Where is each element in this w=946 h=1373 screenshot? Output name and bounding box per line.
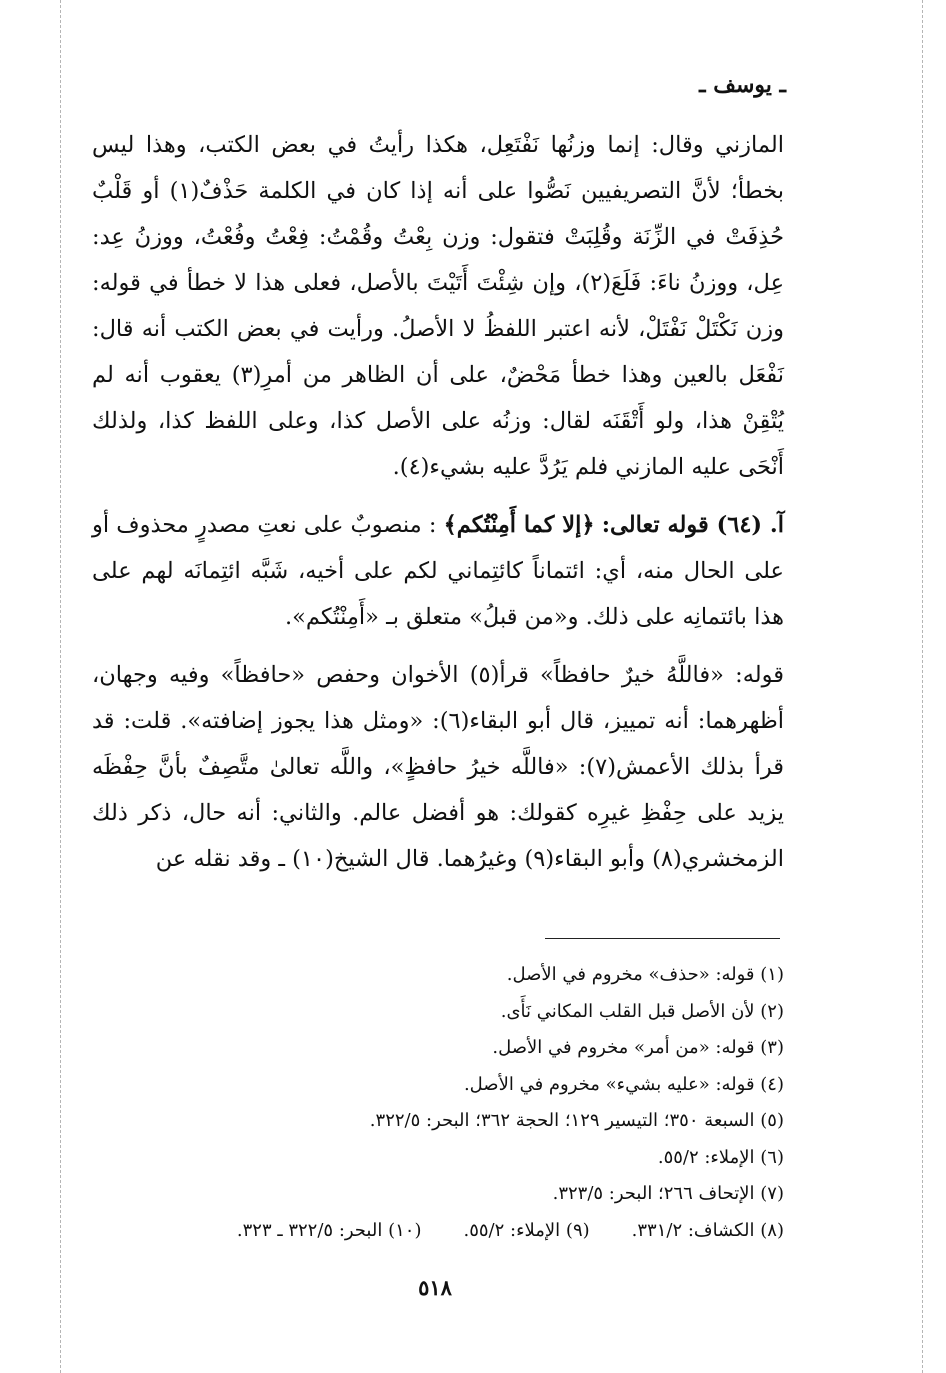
paragraph-1 — [92, 122, 784, 490]
footnote: (١٠) البحر: ٣٢٢/٥ ـ ٣٢٣. — [236, 1219, 422, 1241]
page-number: ٥١٨ — [418, 1275, 452, 1300]
footnote: (٧) الإتحاف ٢٦٦؛ البحر: ٣٢٣/٥. — [552, 1183, 784, 1204]
footnote: (٦) الإملاء: ٥٥/٢. — [657, 1146, 784, 1168]
footnote: (٣) قوله: «من أمر» مخروم في الأصل. — [492, 1037, 784, 1058]
footnotes — [200, 957, 784, 1249]
paragraph-text: المازني وقال: إنما وزنُها نَفْتَعِل، هكذا رأيتُ في بعض الكتب، وهذا ليس بخطأ؛ لأنَّ التصريفيين نَصُّوا على أنه إذا كان في الكلمة حَذْفٌ(١) أو قَلْبٌ حُذِفَتْ في الزِّنَة وقُلِبَتْ فتقول: وزن بِعْتُ وقُمْتُ: فِعْتُ وفُعْتُ، ووزنُ عِد: عِل، ووزنُ ناءَ: فَلَعَ(٢)، وإن شِئْتَ أَتَيْتَ بالأصل، فعلى هذا لا خطأ في قوله: وزن نَكْتَلْ نَفْتَلْ، لأنه اعتبر اللفظُ لا الأصلُ. ورأيت في بعض الكتب أنه قال: نَفْعَل بالعين وهذا خطأ مَحْضٌ، على أن الظاهر من أمرِ(٣) يعقوب أنه لم يُتْقِنْ هذا، ولو أَتْقَنَه لقال: وزنُه على الأصل كذا، وعلى اللفظ كذا، ولذلك أَنْحَى عليه المازني فلم يَرُدَّ عليه بشيء(٤). — [92, 132, 784, 480]
paragraph-text: : منصوبٌ على نعتِ مصدرٍ محذوف أو على الحال منه، أي: ائتماناً كائتِماني لكم على أخيه، شَبَّه ائتِمانَه لهم على هذا بائتمانِه على ذلك. و«من قبلُ» متعلق بـ «أَمِنْتُكم». — [92, 512, 784, 630]
scan-margin-line-left — [60, 0, 61, 1373]
footnote: (٨) الكشاف: ٣٣١/٢. — [631, 1219, 784, 1241]
footnote-row — [200, 1213, 784, 1250]
running-header: ـ يوسف ـ — [699, 72, 786, 98]
quran-verse: ﴿إلا كما أَمِنْتُكم﴾ — [443, 512, 595, 538]
footnote: (١) قوله: «حذف» مخروم في الأصل. — [506, 964, 784, 985]
paragraph-3 — [92, 652, 784, 882]
verse-prefix: آ. (٦٤) قوله تعالى: — [601, 512, 784, 538]
paragraph-2 — [92, 502, 784, 640]
main-text — [92, 122, 784, 882]
footnote-separator — [545, 938, 780, 939]
footnote: (٥) السبعة ٣٥٠؛ التيسير ١٢٩؛ الحجة ٣٦٢؛ البحر: ٣٢٢/٥. — [369, 1110, 784, 1131]
paragraph-text: قوله: «فاللَّهُ خيرٌ حافظاً» قرأ(٥) الأخوان وحفص «حافظاً» وفيه وجهان، أظهرهما: أنه تمييز، قال أبو البقاء(٦): «ومثل هذا يجوز إضافته». قلت: قد قرأ بذلك الأعمش(٧): «فاللَّه خيرُ حافظٍ»، واللَّه تعالىٰ متَّصِفٌ بأنَّ حِفْظَه يزيد على حِفْظِ غيرِه كقولك: هو أفضل عالم. والثاني: أنه حال، ذكر ذلك الزمخشري(٨) وأبو البقاء(٩) وغيرُهما. قال الشيخ(١٠) ـ وقد نقله عن — [92, 662, 784, 872]
footnote: (٤) قوله: «عليه بشيء» مخروم في الأصل. — [463, 1073, 784, 1095]
footnote: (٢) لأن الأصل قبل القلب المكاني نَأَى. — [500, 1000, 784, 1022]
footnote: (٩) الإملاء: ٥٥/٢. — [463, 1219, 590, 1241]
scan-margin-line-right — [922, 0, 923, 1373]
